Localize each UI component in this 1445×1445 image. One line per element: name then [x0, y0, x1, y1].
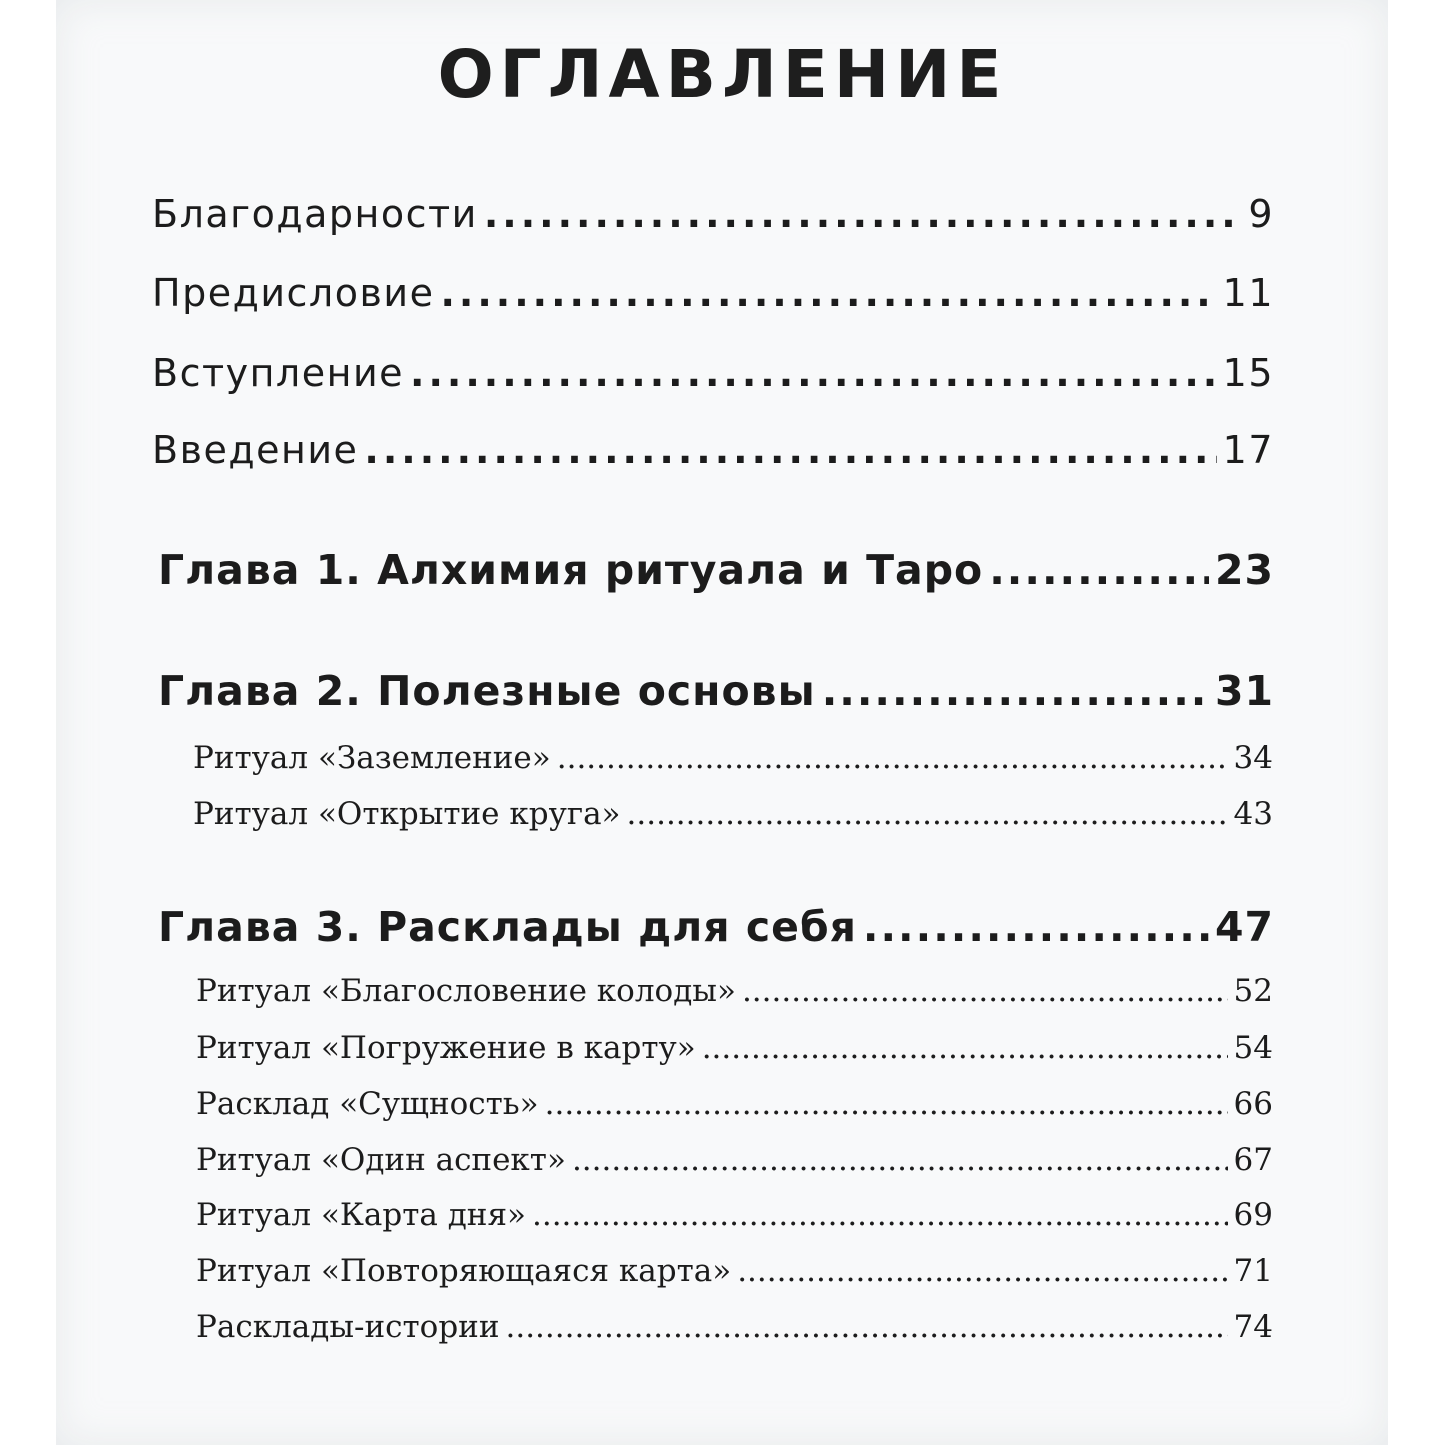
toc-entry-preface[interactable]: [152, 351, 1274, 395]
chapter-label: Глава 3. Расклады для себя: [158, 903, 857, 951]
toc-entry-label: Ритуал «Заземление»: [193, 740, 551, 776]
toc-entry-ritual-repeating-card[interactable]: [196, 1253, 1273, 1289]
toc-entry-label: Благодарности: [152, 192, 478, 236]
toc-entry-label: Расклад «Сущность»: [196, 1086, 539, 1122]
toc-page-number: 74: [1233, 1309, 1273, 1345]
toc-entry-ritual-grounding[interactable]: [193, 740, 1273, 776]
chapter-label: Глава 2. Полезные основы: [158, 667, 816, 715]
toc-entry-label: Ритуал «Благословение колоды»: [196, 973, 736, 1009]
chapter-page-number: 23: [1214, 546, 1274, 594]
chapter-page-number: 31: [1214, 667, 1274, 715]
toc-entry-label: Предисловие: [152, 271, 435, 315]
page-title: ОГЛАВЛЕНИЕ: [437, 36, 1008, 113]
toc-entry-ritual-deck-blessing[interactable]: [196, 973, 1273, 1009]
toc-entry-acknowledgements[interactable]: [152, 192, 1274, 236]
dot-leader: [572, 1142, 1228, 1178]
dot-leader: [364, 428, 1216, 472]
toc-entry-spread-essence[interactable]: [196, 1086, 1273, 1122]
toc-entry-label: Ритуал «Открытие круга»: [193, 796, 621, 832]
chapter-page-number: 47: [1214, 903, 1274, 951]
dot-leader: [989, 546, 1209, 594]
toc-page-number: 15: [1222, 351, 1274, 395]
dot-leader: [863, 903, 1209, 951]
toc-page-number: 34: [1233, 740, 1273, 776]
toc-page-number: 17: [1222, 428, 1274, 472]
toc-page-number: 66: [1233, 1086, 1273, 1122]
toc-entry-chapter-3[interactable]: [158, 903, 1274, 951]
toc-entry-story-spreads[interactable]: [196, 1309, 1273, 1345]
toc-entry-ritual-opening-circle[interactable]: [193, 796, 1273, 832]
chapter-label: Глава 1. Алхимия ритуала и Таро: [158, 546, 984, 594]
toc-page-number: 11: [1222, 271, 1274, 315]
dot-leader: [627, 796, 1228, 832]
dot-leader: [440, 271, 1216, 315]
toc-entry-label: Ритуал «Повторяющаяся карта»: [196, 1253, 732, 1289]
toc-entry-label: Ритуал «Один аспект»: [196, 1142, 566, 1178]
toc-entry-label: Ритуал «Карта дня»: [196, 1197, 526, 1233]
dot-leader: [822, 667, 1209, 715]
toc-entry-foreword[interactable]: [152, 271, 1274, 315]
toc-page-number: 67: [1233, 1142, 1273, 1178]
toc-page-number: 54: [1233, 1030, 1273, 1066]
toc-entry-ritual-one-aspect[interactable]: [196, 1142, 1273, 1178]
dot-leader: [737, 1253, 1227, 1289]
toc-entry-label: Введение: [152, 428, 359, 472]
toc-entry-ritual-card-of-day[interactable]: [196, 1197, 1273, 1233]
toc-page-number: 43: [1233, 796, 1273, 832]
toc-entry-label: Вступление: [152, 351, 405, 395]
toc-entry-chapter-1[interactable]: [158, 546, 1274, 594]
toc-page-number: 71: [1233, 1253, 1273, 1289]
dot-leader: [742, 973, 1228, 1009]
toc-page-number: 52: [1233, 973, 1273, 1009]
dot-leader: [506, 1309, 1228, 1345]
dot-leader: [410, 351, 1217, 395]
toc-page-number: 69: [1233, 1197, 1273, 1233]
toc-entry-introduction[interactable]: [152, 428, 1274, 472]
dot-leader: [557, 740, 1228, 776]
dot-leader: [484, 192, 1242, 236]
toc-entry-ritual-card-immersion[interactable]: [196, 1030, 1273, 1066]
dot-leader: [532, 1197, 1228, 1233]
toc-page-number: 9: [1248, 192, 1274, 236]
toc-entry-chapter-2[interactable]: [158, 667, 1274, 715]
toc-entry-label: Расклады-истории: [196, 1309, 500, 1345]
toc-entry-label: Ритуал «Погружение в карту»: [196, 1030, 696, 1066]
dot-leader: [702, 1030, 1228, 1066]
dot-leader: [545, 1086, 1228, 1122]
